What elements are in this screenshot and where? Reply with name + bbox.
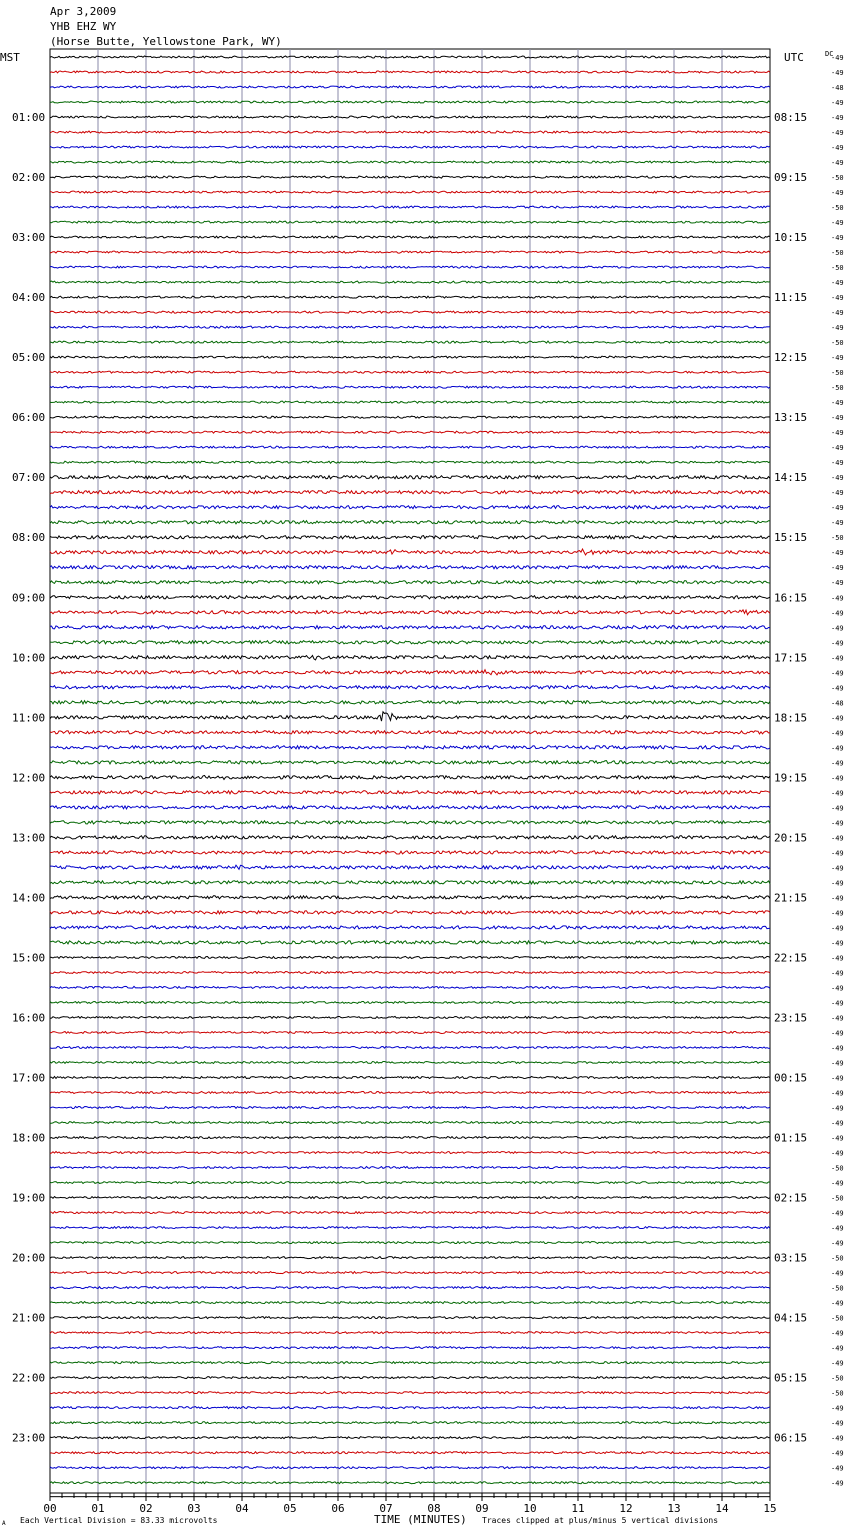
dc-offset-label: -49 bbox=[831, 99, 844, 108]
right-hour-label: 21:15 bbox=[774, 891, 808, 905]
trace-row-42 bbox=[50, 686, 770, 689]
right-hour-label: 00:15 bbox=[774, 1071, 808, 1085]
trace-row-16 bbox=[50, 296, 770, 298]
trace-row-67 bbox=[50, 1062, 770, 1064]
trace-row-9 bbox=[50, 191, 770, 193]
x-tick-label: 14 bbox=[715, 1502, 729, 1515]
trace-row-4 bbox=[50, 116, 770, 118]
dc-offset-label: -49 bbox=[831, 564, 844, 573]
trace-row-92 bbox=[50, 1437, 770, 1439]
dc-offset-label: -50 bbox=[831, 384, 844, 393]
trace-row-29 bbox=[50, 491, 770, 494]
trace-row-46 bbox=[50, 746, 770, 749]
dc-offset-label: -49 bbox=[831, 849, 844, 858]
dc-offset-label: -50 bbox=[831, 1254, 844, 1263]
trace-row-38 bbox=[50, 626, 770, 629]
dc-offset-label: -49 bbox=[831, 909, 844, 918]
trace-row-83 bbox=[50, 1302, 770, 1304]
dc-offset-label: -49 bbox=[831, 1269, 844, 1278]
left-hour-label: 08:00 bbox=[12, 531, 46, 545]
trace-row-76 bbox=[50, 1197, 770, 1199]
trace-row-30 bbox=[50, 506, 770, 509]
dc-offset-label: -49 bbox=[831, 819, 844, 828]
dc-offset-label: -48 bbox=[831, 84, 844, 93]
dc-offset-label: -49 bbox=[831, 444, 844, 453]
dc-offset-label: -49 bbox=[831, 1239, 844, 1248]
trace-row-82 bbox=[50, 1287, 770, 1289]
x-tick-label: 07 bbox=[379, 1502, 393, 1515]
dc-offset-label: -49 bbox=[831, 774, 844, 783]
x-tick-label: 09 bbox=[475, 1502, 489, 1515]
trace-row-72 bbox=[50, 1137, 770, 1139]
trace-row-80 bbox=[50, 1257, 770, 1259]
left-hour-label: 13:00 bbox=[12, 831, 46, 845]
trace-row-37 bbox=[50, 610, 770, 615]
trace-row-52 bbox=[50, 836, 770, 839]
x-tick-label: 01 bbox=[91, 1502, 105, 1515]
dc-offset-label: -49 bbox=[831, 1479, 844, 1488]
dc-offset-label: -49 bbox=[831, 279, 844, 288]
dc-offset-label: -50 bbox=[831, 174, 844, 183]
trace-row-57 bbox=[50, 911, 770, 914]
x-tick-label: 03 bbox=[187, 1502, 201, 1515]
scale-note: Each Vertical Division = 83.33 microvolts bbox=[20, 1516, 218, 1525]
trace-row-73 bbox=[50, 1152, 770, 1154]
left-hour-label: 06:00 bbox=[12, 411, 46, 425]
trace-row-94 bbox=[50, 1467, 770, 1469]
trace-row-28 bbox=[50, 476, 770, 479]
dc-offset-label: -49 bbox=[831, 504, 844, 513]
right-hour-label: 20:15 bbox=[774, 831, 808, 845]
trace-row-32 bbox=[50, 536, 770, 539]
right-hour-label: 13:15 bbox=[774, 411, 808, 425]
dc-offset-label: -49 bbox=[831, 219, 844, 228]
left-hour-label: 18:00 bbox=[12, 1131, 46, 1145]
trace-row-62 bbox=[50, 986, 770, 988]
dc-offset-label: -49 bbox=[831, 654, 844, 663]
dc-offset-label: -49 bbox=[831, 54, 844, 62]
trace-row-18 bbox=[50, 326, 770, 328]
dc-offset-label: -49 bbox=[831, 1089, 844, 1098]
right-hour-label: 19:15 bbox=[774, 771, 808, 785]
trace-row-78 bbox=[50, 1227, 770, 1229]
dc-offset-label: -49 bbox=[831, 789, 844, 798]
left-hour-label: 20:00 bbox=[12, 1251, 46, 1265]
dc-offset-label: -49 bbox=[831, 594, 844, 603]
left-hour-label: 01:00 bbox=[12, 111, 46, 125]
x-tick-label: 15 bbox=[763, 1502, 777, 1515]
dc-offset-label: -49 bbox=[831, 1119, 844, 1128]
trace-row-17 bbox=[50, 311, 770, 313]
trace-row-90 bbox=[50, 1407, 770, 1409]
dc-offset-label: -50 bbox=[831, 1194, 844, 1203]
dc-offset-label: -49 bbox=[831, 1449, 844, 1458]
left-hour-label: 02:00 bbox=[12, 171, 46, 185]
trace-row-70 bbox=[50, 1107, 770, 1109]
dc-offset-label: -49 bbox=[831, 1059, 844, 1068]
dc-offset-label: -49 bbox=[831, 519, 844, 528]
dc-offset-label: -49 bbox=[831, 1359, 844, 1368]
trace-row-22 bbox=[50, 386, 770, 388]
trace-row-55 bbox=[50, 881, 770, 884]
dc-offset-label: -48 bbox=[831, 699, 844, 708]
left-hour-label: 19:00 bbox=[12, 1191, 46, 1205]
dc-offset-label: -49 bbox=[831, 684, 844, 693]
left-hour-label: 07:00 bbox=[12, 471, 46, 485]
left-hour-label: 23:00 bbox=[12, 1431, 46, 1445]
dc-offset-label: -49 bbox=[831, 1404, 844, 1413]
trace-row-75 bbox=[50, 1182, 770, 1184]
trace-row-58 bbox=[50, 926, 770, 929]
trace-row-27 bbox=[50, 461, 770, 463]
trace-row-56 bbox=[50, 896, 770, 899]
right-hour-label: 18:15 bbox=[774, 711, 808, 725]
trace-row-35 bbox=[50, 581, 770, 584]
trace-row-59 bbox=[50, 941, 770, 944]
dc-offset-label: -49 bbox=[831, 714, 844, 723]
dc-label: DC bbox=[825, 50, 834, 58]
trace-row-54 bbox=[50, 865, 770, 869]
trace-row-50 bbox=[50, 806, 770, 809]
trace-row-41 bbox=[50, 670, 770, 675]
trace-row-69 bbox=[50, 1092, 770, 1094]
dc-offset-label: -49 bbox=[831, 969, 844, 978]
right-hour-label: 06:15 bbox=[774, 1431, 808, 1445]
trace-row-33 bbox=[50, 549, 770, 555]
trace-row-7 bbox=[50, 161, 770, 163]
dc-offset-label: -49 bbox=[831, 579, 844, 588]
left-hour-label: 22:00 bbox=[12, 1371, 46, 1385]
dc-offset-label: -50 bbox=[831, 204, 844, 213]
trace-row-89 bbox=[50, 1392, 770, 1394]
trace-row-71 bbox=[50, 1122, 770, 1124]
chart-date: Apr 3,2009 bbox=[50, 5, 117, 18]
left-hour-label: 16:00 bbox=[12, 1011, 46, 1025]
dc-offset-label: -49 bbox=[831, 1134, 844, 1143]
trace-row-26 bbox=[50, 446, 770, 448]
right-hour-label: 15:15 bbox=[774, 531, 808, 545]
left-hour-label: 03:00 bbox=[12, 231, 46, 245]
right-hour-label: 01:15 bbox=[774, 1131, 808, 1145]
dc-offset-label: -49 bbox=[831, 864, 844, 873]
right-hour-label: 14:15 bbox=[774, 471, 808, 485]
right-hour-label: 09:15 bbox=[774, 171, 808, 185]
trace-row-1 bbox=[50, 71, 770, 73]
left-hour-label: 11:00 bbox=[12, 711, 46, 725]
dc-offset-label: -49 bbox=[831, 1224, 844, 1233]
dc-offset-label: -49 bbox=[831, 414, 844, 423]
left-timezone-label: MST bbox=[0, 51, 20, 64]
trace-row-79 bbox=[50, 1242, 770, 1244]
dc-offset-label: -50 bbox=[831, 339, 844, 348]
right-hour-label: 23:15 bbox=[774, 1011, 808, 1025]
dc-offset-label: -49 bbox=[831, 234, 844, 243]
trace-row-53 bbox=[50, 851, 770, 854]
x-tick-label: 06 bbox=[331, 1502, 345, 1515]
dc-offset-label: -49 bbox=[831, 144, 844, 153]
trace-row-2 bbox=[50, 86, 770, 88]
trace-row-19 bbox=[50, 341, 770, 343]
trace-row-23 bbox=[50, 401, 770, 403]
trace-row-88 bbox=[50, 1377, 770, 1379]
dc-offset-label: -49 bbox=[831, 474, 844, 483]
left-hour-label: 14:00 bbox=[12, 891, 46, 905]
trace-row-48 bbox=[50, 776, 770, 780]
corner-mark: A bbox=[2, 1520, 6, 1527]
left-hour-label: 12:00 bbox=[12, 771, 46, 785]
trace-row-15 bbox=[50, 281, 770, 283]
trace-row-21 bbox=[50, 371, 770, 373]
dc-offset-label: -49 bbox=[831, 114, 844, 123]
left-hour-label: 17:00 bbox=[12, 1071, 46, 1085]
dc-offset-label: -50 bbox=[831, 1389, 844, 1398]
trace-row-87 bbox=[50, 1362, 770, 1364]
station-code: YHB EHZ WY bbox=[50, 20, 117, 33]
x-tick-label: 00 bbox=[43, 1502, 57, 1515]
trace-row-14 bbox=[50, 266, 770, 268]
dc-offset-label: -49 bbox=[831, 879, 844, 888]
trace-row-77 bbox=[50, 1212, 770, 1214]
trace-row-5 bbox=[50, 131, 770, 133]
left-hour-label: 15:00 bbox=[12, 951, 46, 965]
x-tick-label: 02 bbox=[139, 1502, 153, 1515]
dc-offset-label: -49 bbox=[831, 834, 844, 843]
trace-row-34 bbox=[50, 566, 770, 569]
dc-offset-label: -49 bbox=[831, 609, 844, 618]
trace-row-31 bbox=[50, 521, 770, 524]
right-hour-label: 08:15 bbox=[774, 111, 808, 125]
right-hour-label: 04:15 bbox=[774, 1311, 808, 1325]
trace-row-39 bbox=[50, 641, 770, 644]
left-hour-label: 21:00 bbox=[12, 1311, 46, 1325]
traces bbox=[50, 54, 844, 1488]
dc-offset-label: -49 bbox=[831, 324, 844, 333]
dc-offset-label: -49 bbox=[831, 1179, 844, 1188]
trace-row-24 bbox=[50, 416, 770, 418]
trace-row-74 bbox=[50, 1167, 770, 1169]
left-hour-label: 04:00 bbox=[12, 291, 46, 305]
x-tick-label: 04 bbox=[235, 1502, 249, 1515]
right-hour-label: 17:15 bbox=[774, 651, 808, 665]
dc-offset-label: -49 bbox=[831, 159, 844, 168]
trace-row-13 bbox=[50, 251, 770, 253]
dc-offset-label: -49 bbox=[831, 624, 844, 633]
trace-row-86 bbox=[50, 1347, 770, 1349]
dc-offset-label: -49 bbox=[831, 354, 844, 363]
dc-offset-label: -49 bbox=[831, 549, 844, 558]
dc-offset-label: -49 bbox=[831, 1329, 844, 1338]
dc-offset-label: -49 bbox=[831, 894, 844, 903]
dc-offset-label: -49 bbox=[831, 939, 844, 948]
clip-note: Traces clipped at plus/minus 5 vertical divisions bbox=[482, 1516, 719, 1525]
dc-offset-label: -49 bbox=[831, 1344, 844, 1353]
dc-offset-label: -50 bbox=[831, 534, 844, 543]
dc-offset-label: -50 bbox=[831, 369, 844, 378]
dc-offset-label: -50 bbox=[831, 1314, 844, 1323]
dc-offset-label: -49 bbox=[831, 1074, 844, 1083]
trace-row-81 bbox=[50, 1272, 770, 1274]
trace-row-43 bbox=[50, 701, 770, 704]
dc-offset-label: -50 bbox=[831, 1164, 844, 1173]
trace-row-12 bbox=[50, 236, 770, 238]
trace-row-47 bbox=[50, 761, 770, 764]
dc-offset-label: -49 bbox=[831, 129, 844, 138]
left-hour-label: 10:00 bbox=[12, 651, 46, 665]
right-hour-label: 22:15 bbox=[774, 951, 808, 965]
right-hour-label: 02:15 bbox=[774, 1191, 808, 1205]
trace-row-36 bbox=[50, 596, 770, 599]
trace-row-51 bbox=[50, 821, 770, 824]
x-tick-label: 12 bbox=[619, 1502, 633, 1515]
dc-offset-label: -49 bbox=[831, 1044, 844, 1053]
trace-row-25 bbox=[50, 431, 770, 433]
dc-offset-label: -49 bbox=[831, 1419, 844, 1428]
dc-offset-label: -50 bbox=[831, 1374, 844, 1383]
dc-offset-label: -49 bbox=[831, 69, 844, 78]
x-tick-label: 10 bbox=[523, 1502, 537, 1515]
dc-offset-label: -49 bbox=[831, 804, 844, 813]
dc-offset-label: -50 bbox=[831, 264, 844, 273]
left-hour-label: 05:00 bbox=[12, 351, 46, 365]
trace-row-84 bbox=[50, 1317, 770, 1319]
dc-offset-label: -49 bbox=[831, 1104, 844, 1113]
dc-offset-label: -49 bbox=[831, 489, 844, 498]
dc-offset-label: -49 bbox=[831, 399, 844, 408]
trace-row-85 bbox=[50, 1332, 770, 1334]
x-tick-label: 05 bbox=[283, 1502, 297, 1515]
dc-offset-label: -49 bbox=[831, 1299, 844, 1308]
dc-offset-label: -50 bbox=[831, 249, 844, 258]
trace-row-63 bbox=[50, 1001, 770, 1003]
dc-offset-label: -49 bbox=[831, 984, 844, 993]
trace-row-91 bbox=[50, 1422, 770, 1424]
right-timezone-label: UTC bbox=[784, 51, 804, 64]
trace-row-20 bbox=[50, 356, 770, 358]
trace-row-66 bbox=[50, 1047, 770, 1049]
trace-row-8 bbox=[50, 176, 770, 178]
dc-offset-label: -49 bbox=[831, 1434, 844, 1443]
dc-offset-label: -50 bbox=[831, 1284, 844, 1293]
trace-row-60 bbox=[50, 956, 770, 958]
dc-offset-label: -49 bbox=[831, 924, 844, 933]
trace-row-68 bbox=[50, 1077, 770, 1079]
trace-row-11 bbox=[50, 221, 770, 223]
x-tick-label: 13 bbox=[667, 1502, 681, 1515]
right-hour-label: 16:15 bbox=[774, 591, 808, 605]
trace-row-45 bbox=[50, 731, 770, 734]
dc-offset-label: -49 bbox=[831, 1029, 844, 1038]
x-tick-label: 11 bbox=[571, 1502, 585, 1515]
trace-row-6 bbox=[50, 146, 770, 148]
right-hour-label: 03:15 bbox=[774, 1251, 808, 1265]
trace-row-49 bbox=[50, 791, 770, 794]
dc-offset-label: -49 bbox=[831, 759, 844, 768]
dc-offset-label: -49 bbox=[831, 1209, 844, 1218]
dc-offset-label: -49 bbox=[831, 189, 844, 198]
dc-offset-label: -49 bbox=[831, 999, 844, 1008]
dc-offset-label: -49 bbox=[831, 744, 844, 753]
left-hour-label: 09:00 bbox=[12, 591, 46, 605]
trace-row-95 bbox=[50, 1482, 770, 1484]
station-location: (Horse Butte, Yellowstone Park, WY) bbox=[50, 35, 282, 48]
dc-offset-label: -49 bbox=[831, 954, 844, 963]
right-hour-label: 12:15 bbox=[774, 351, 808, 365]
trace-row-0 bbox=[50, 56, 770, 58]
dc-offset-label: -49 bbox=[831, 294, 844, 303]
trace-row-65 bbox=[50, 1032, 770, 1034]
trace-row-93 bbox=[50, 1452, 770, 1454]
dc-offset-label: -49 bbox=[831, 1014, 844, 1023]
dc-offset-label: -49 bbox=[831, 309, 844, 318]
dc-offset-label: -49 bbox=[831, 1464, 844, 1473]
trace-row-40 bbox=[50, 656, 770, 660]
right-hour-label: 11:15 bbox=[774, 291, 808, 305]
right-hour-label: 05:15 bbox=[774, 1371, 808, 1385]
dc-offset-label: -49 bbox=[831, 1149, 844, 1158]
right-hour-label: 10:15 bbox=[774, 231, 808, 245]
trace-row-3 bbox=[50, 101, 770, 103]
x-tick-label: 08 bbox=[427, 1502, 441, 1515]
trace-row-64 bbox=[50, 1016, 770, 1018]
dc-offset-label: -49 bbox=[831, 429, 844, 438]
dc-offset-label: -49 bbox=[831, 459, 844, 468]
dc-offset-label: -49 bbox=[831, 669, 844, 678]
dc-offset-label: -49 bbox=[831, 729, 844, 738]
dc-offset-label: -49 bbox=[831, 639, 844, 648]
x-axis-label: TIME (MINUTES) bbox=[374, 1513, 467, 1526]
trace-row-44 bbox=[50, 712, 770, 721]
trace-row-61 bbox=[50, 971, 770, 973]
trace-row-10 bbox=[50, 206, 770, 208]
